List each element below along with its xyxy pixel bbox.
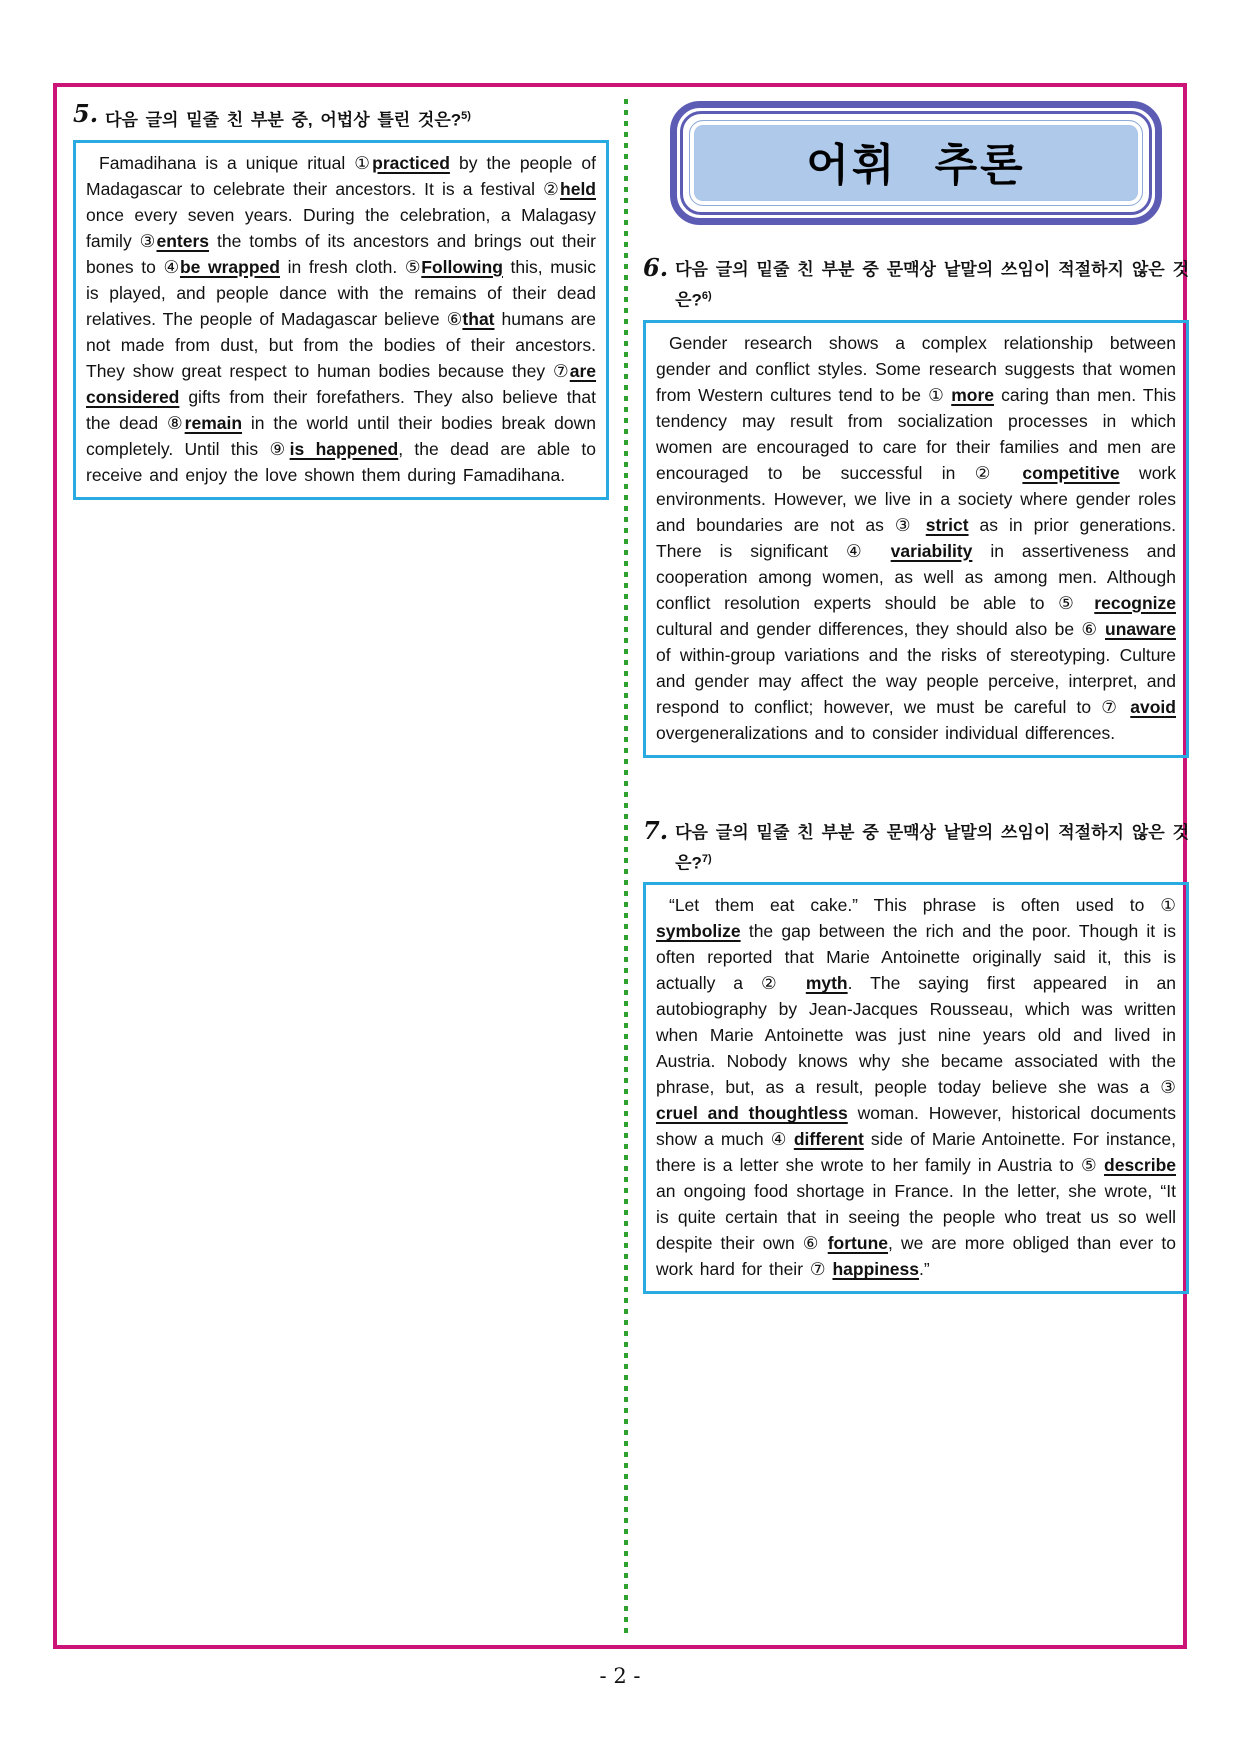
question-6-footnote-ref: 6) xyxy=(701,290,712,302)
underlined-choice: is happened xyxy=(289,438,399,459)
column-divider xyxy=(624,99,628,1635)
question-5 xyxy=(73,101,609,500)
underlined-choice: strict xyxy=(925,514,969,535)
underlined-choice: practiced xyxy=(372,152,450,173)
question-5-header xyxy=(73,101,609,134)
section-banner-ring xyxy=(680,111,1152,215)
question-5-footnote-ref: 5) xyxy=(461,110,471,122)
underlined-choice: different xyxy=(793,1129,864,1150)
question-6-passage-box xyxy=(643,320,1189,758)
underlined-choice: cruel and thoughtless xyxy=(656,1103,848,1124)
underlined-choice: that xyxy=(462,308,495,329)
question-7-passage-text: “Let them eat cake.” This phrase is often used to ① symbolize the gap between the rich and the poor. Though it is often reported that Marie Antoinette originally said it, this is actually a ② myth. The saying first appeared in an autobiography by Jean-Jacques Rousseau, which was written when Marie Antoinette was just nine years old and lived in Austria. Nobody knows why she became associated with the phrase, but, as a result, people today believe she was a ③ cruel and thoughtless woman. However, historical documents show a much ④ different side of Marie Antoinette. For instance, there is a letter she wrote to her family in Austria to ⑤ describe an ongoing food shortage in France. In the letter, she wrote, “It is quite certain that in seeing the people who treat us so well despite their own ⑥ fortune, we are more obliged than ever to work hard for their ⑦ happiness.” xyxy=(656,895,1177,1280)
question-7 xyxy=(643,815,1189,1295)
question-7-prompt xyxy=(675,818,1189,877)
question-6-prompt-text: 다음 글의 밑줄 친 부분 중 문맥상 낱말의 쓰임이 적절하지 않은 것은? xyxy=(675,260,1189,310)
right-column xyxy=(643,99,1189,1294)
underlined-choice: be wrapped xyxy=(179,256,280,277)
question-6-passage-text: Gender research shows a complex relationship between gender and conflict styles. Some research suggests that women from Western cultures tend to be ① more caring than men. This tendency may result from socialization processes in which women are encouraged to care for their families and men are encouraged to be successful in ② competitive work environments. However, we live in a society where gender roles and boundaries are not as ③ strict as in prior generations. There is significant ④ variability in assertiveness and cooperation among women, as well as among men. Although conflict resolution experts should be able to ⑤ recognize cultural and gender differences, they should also be ⑥ unaware of within-group variations and the risks of stereotyping. Culture and gender may affect the way people perceive, interpret, and respond to conflict; however, we must be careful to ⑦ avoid overgeneralizations and to consider individual differences. xyxy=(656,332,1176,743)
underlined-choice: are considered xyxy=(86,360,596,407)
question-7-passage-box xyxy=(643,882,1189,1294)
left-column xyxy=(73,101,609,500)
underlined-choice: symbolize xyxy=(656,921,741,942)
question-5-passage-box xyxy=(73,140,609,500)
underlined-choice: Following xyxy=(421,256,503,277)
underlined-choice: enters xyxy=(156,230,210,251)
question-7-footnote-ref: 7) xyxy=(701,852,712,865)
underlined-choice: fortune xyxy=(827,1233,889,1254)
question-6-header xyxy=(643,255,1189,314)
question-7-prompt-text: 다음 글의 밑줄 친 부분 중 문맥상 낱말의 쓰임이 적절하지 않은 것은? xyxy=(675,822,1189,873)
question-7-number: 7. xyxy=(643,815,669,845)
underlined-choice: unaware xyxy=(1105,618,1176,639)
underlined-choice: held xyxy=(560,178,596,199)
question-6 xyxy=(643,255,1189,758)
question-6-number: 6. xyxy=(643,253,669,282)
page-border xyxy=(53,83,1187,1649)
underlined-choice: competitive xyxy=(1022,462,1120,483)
section-banner xyxy=(670,101,1162,225)
question-5-number: 5. xyxy=(73,99,99,128)
underlined-choice: recognize xyxy=(1094,592,1176,613)
question-6-prompt xyxy=(675,255,1189,314)
underlined-choice: myth xyxy=(805,973,848,994)
underlined-choice: happiness xyxy=(832,1259,920,1280)
underlined-choice: more xyxy=(951,384,995,405)
underlined-choice: describe xyxy=(1104,1155,1176,1176)
question-5-prompt xyxy=(105,101,609,134)
underlined-choice: variability xyxy=(890,540,973,561)
question-7-header xyxy=(643,815,1189,877)
underlined-choice: remain xyxy=(184,412,243,433)
question-5-passage-text: Famadihana is a unique ritual ①practiced by the people of Madagascar to celebrate their ancestors. It is a festival ②held once every seven years. During the celebration, a Malagasy family ③enters the tombs of its ancestors and brings out their bones to ④be wrapped in fresh cloth. ⑤Following this, music is played, and people dance with the remains of their dead relatives. The people of Madagascar believe ⑥that humans are not made from dust, but from the bodies of their ancestors. They show great respect to human bodies because they ⑦are considered gifts from their forefathers. They also believe that the dead ⑧remain in the world until their bodies break down completely. Until this ⑨is happened, the dead are able to receive and enjoy the love shown them during Famadihana. xyxy=(86,152,597,485)
question-5-prompt-text: 다음 글의 밑줄 친 부분 중, 어법상 틀린 것은? xyxy=(105,110,462,130)
page-number: - 2 - xyxy=(599,1664,641,1688)
underlined-choice: avoid xyxy=(1130,696,1176,717)
section-banner-title: 어휘 추론 xyxy=(689,120,1143,206)
